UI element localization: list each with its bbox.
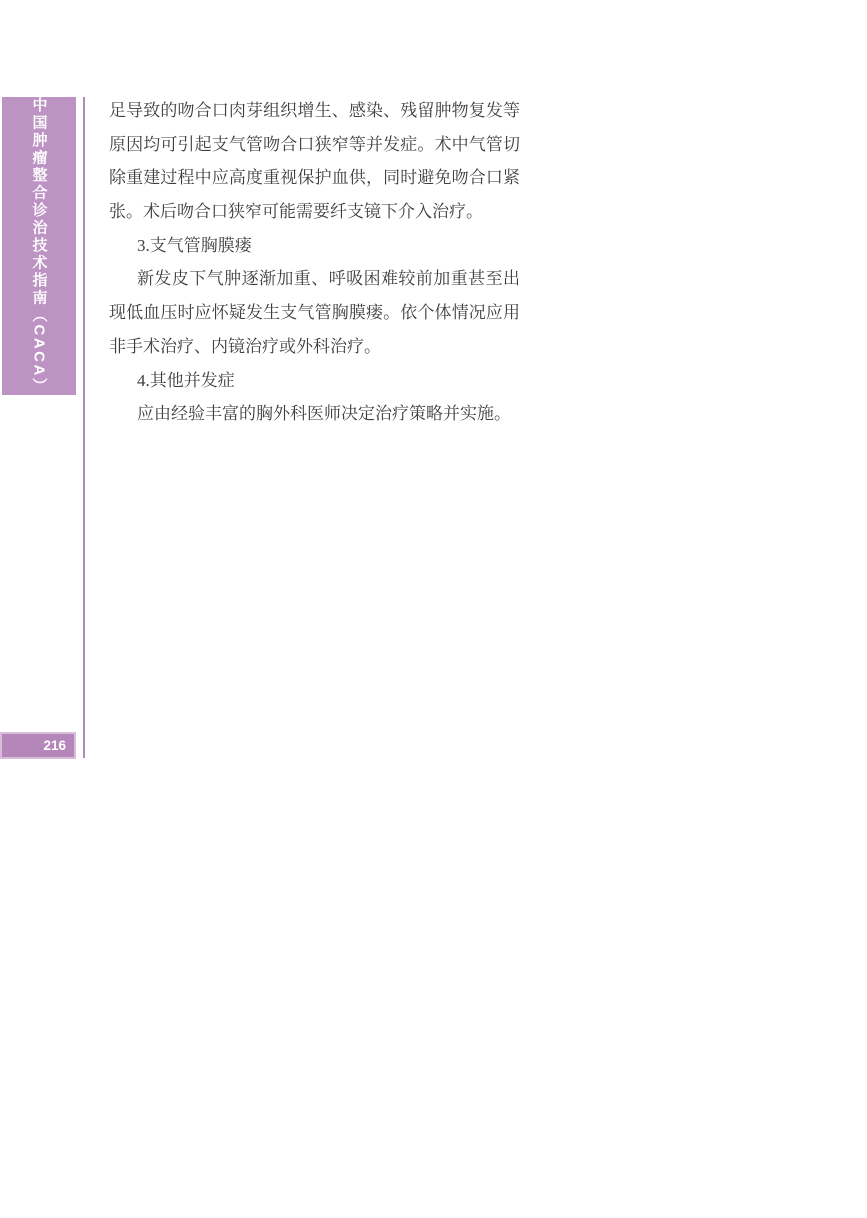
- sidebar-banner: [2, 97, 76, 395]
- main-text-block: [109, 94, 520, 431]
- sidebar-title: 中国肿瘤整合诊治技术指南（CACA）: [30, 96, 48, 396]
- vertical-divider-line: [83, 97, 85, 758]
- text-line: 非手术治疗、内镜治疗或外科治疗。: [109, 336, 381, 356]
- text-line: 新发皮下气肿逐渐加重、呼吸困难较前加重甚至出: [137, 269, 520, 289]
- text-line: 足导致的吻合口肉芽组织增生、感染、残留肿物复发等: [109, 101, 520, 120]
- text-line: 3.支气管胸膜瘘: [137, 235, 252, 255]
- text-line: 张。术后吻合口狭窄可能需要纤支镜下介入治疗。: [109, 202, 483, 222]
- text-line: 原因均可引起支气管吻合口狭窄等并发症。术中气管切: [109, 134, 520, 154]
- page-number: 216: [43, 737, 66, 753]
- text-line: 除重建过程中应高度重视保护血供，同时避免吻合口紧: [109, 168, 520, 188]
- text-line: 应由经验丰富的胸外科医师决定治疗策略并实施。: [137, 404, 511, 424]
- text-line: 现低血压时应怀疑发生支气管胸膜瘘。依个体情况应用: [109, 303, 520, 323]
- page-number-badge: [0, 732, 76, 759]
- text-line: 4.其他并发症: [137, 370, 235, 390]
